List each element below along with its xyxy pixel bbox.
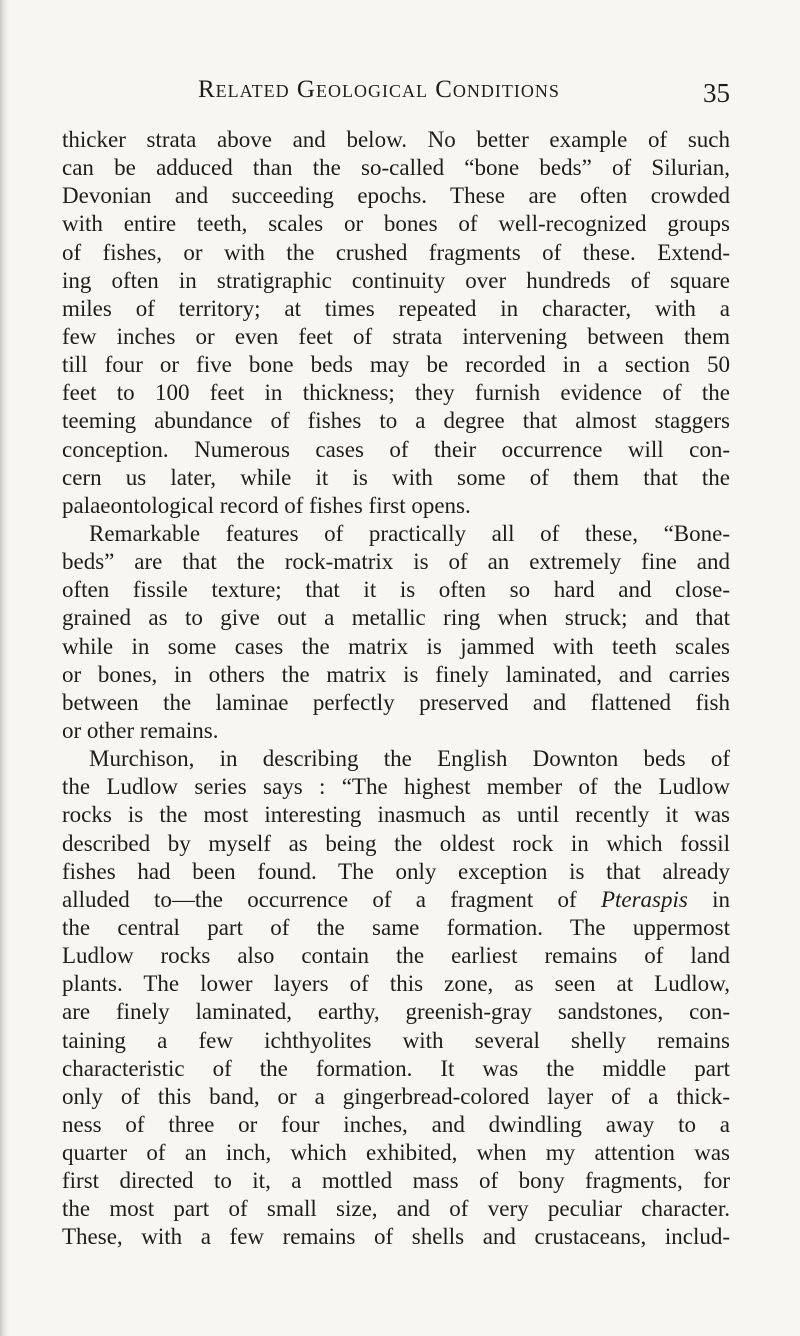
text-line: while in some cases the matrix is jammed with teeth scales — [62, 633, 730, 659]
text-line: or bones, in others the matrix is finely laminated, and carries — [62, 661, 730, 687]
text-line: the Ludlow series says : “The highest member of the Ludlow — [62, 774, 730, 800]
text-line: often fissile texture; that it is often so hard and close- — [62, 577, 730, 603]
page-header — [130, 76, 730, 110]
text-line: palaeontological record of fishes first opens. — [62, 492, 471, 518]
text-segment: in — [687, 886, 730, 912]
text-line: the most part of small size, and of very peculiar character. — [62, 1196, 730, 1222]
text-line: Devonian and succeeding epochs. These are often crowded — [62, 183, 730, 209]
text-line: thicker strata above and below. No better example of such — [62, 127, 730, 152]
text-line: can be adduced than the so-called “bone beds” of Silurian, — [62, 155, 730, 181]
text-line: These, with a few remains of shells and crustaceans, includ- — [62, 1224, 730, 1250]
text-line: plants. The lower layers of this zone, as seen at Ludlow, — [62, 971, 730, 997]
text-line: between the laminae perfectly preserved and flattened fish — [62, 689, 730, 715]
text-line: few inches or even feet of strata intervening between them — [62, 323, 730, 349]
text-line: Murchison, in describing the English Downton beds of — [89, 746, 730, 772]
text-line: or other remains. — [62, 717, 219, 743]
text-line: miles of territory; at times repeated in character, with a — [62, 295, 730, 321]
text-segment: alluded to—the occurrence of a fragment of — [62, 886, 577, 912]
text-line: Ludlow rocks also contain the earliest remains of land — [62, 943, 730, 969]
text-line: only of this band, or a gingerbread-colored layer of a thick- — [62, 1083, 730, 1109]
text-line: the central part of the same formation. The uppermost — [62, 914, 730, 940]
text-line: beds” are that the rock-matrix is of an extremely fine and — [62, 549, 730, 575]
text-line: teeming abundance of fishes to a degree that almost staggers — [62, 408, 730, 434]
page-number: 35 — [703, 78, 730, 108]
text-line: first directed to it, a mottled mass of bony fragments, for — [62, 1168, 730, 1194]
text-line: rocks is the most interesting inasmuch as until recently it was — [62, 802, 730, 828]
text-line-with-genus — [62, 886, 730, 914]
text-line: described by myself as being the oldest rock in which fossil — [62, 830, 730, 856]
text-line: till four or five bone beds may be recorded in a section 50 — [62, 352, 730, 378]
text-line: fishes had been found. The only exception is that already — [62, 858, 730, 884]
text-line: are finely laminated, earthy, greenish-gray sandstones, con- — [62, 999, 730, 1025]
text-line: ing often in stratigraphic continuity over hundreds of square — [62, 267, 730, 293]
text-line: Remarkable features of practically all of these, “Bone- — [89, 520, 730, 546]
text-line: conception. Numerous cases of their occurrence will con- — [62, 436, 730, 462]
text-line: grained as to give out a metallic ring when struck; and that — [62, 605, 730, 631]
text-line: ness of three or four inches, and dwindling away to a — [62, 1111, 730, 1137]
running-head: Related Geological Conditions — [198, 76, 560, 103]
text-line: with entire teeth, scales or bones of well-recognized groups — [62, 211, 730, 237]
text-line: feet to 100 feet in thickness; they furnish evidence of the — [62, 380, 730, 406]
text-line: characteristic of the formation. It was the middle part — [62, 1055, 730, 1081]
text-line: taining a few ichthyolites with several shelly remains — [62, 1027, 730, 1053]
body-text — [62, 126, 730, 1252]
text-line: of fishes, or with the crushed fragments of these. Extend- — [62, 239, 730, 265]
text-line: quarter of an inch, which exhibited, when my attention was — [62, 1140, 730, 1166]
genus-name: Pteraspis — [600, 886, 688, 912]
page-edge-shadow — [0, 0, 10, 1336]
text-line: cern us later, while it is with some of them that the — [62, 464, 730, 490]
